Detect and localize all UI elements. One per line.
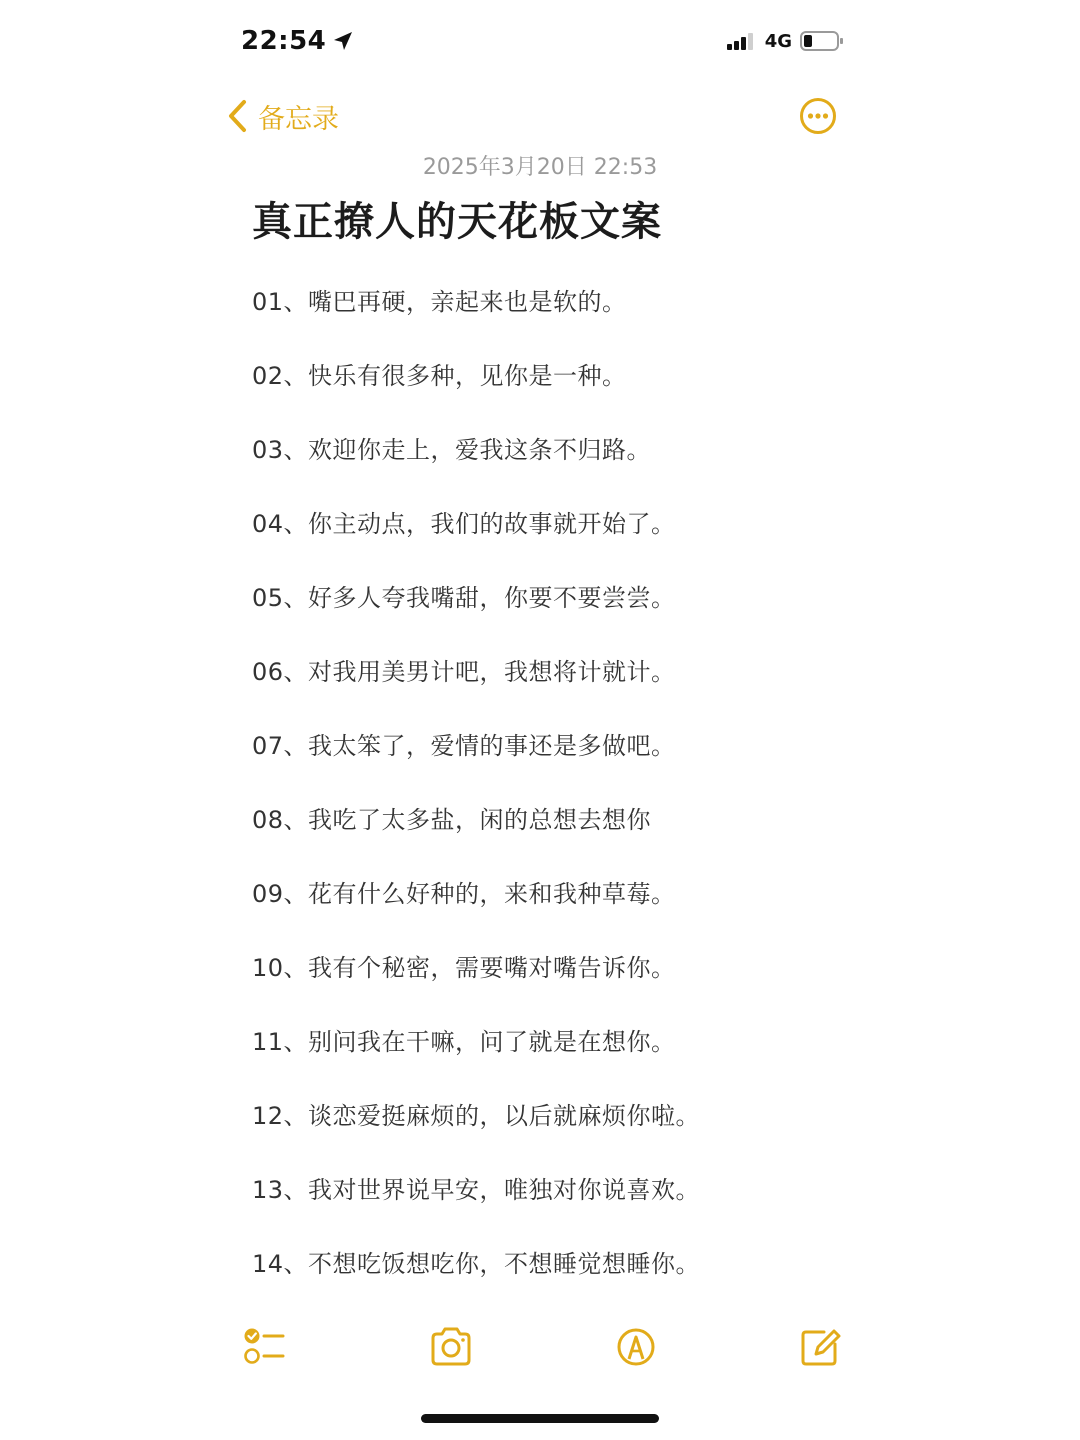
network-type-label: 4G [764, 30, 792, 52]
checklist-icon [242, 1322, 286, 1372]
bottom-toolbar [0, 1322, 1080, 1378]
more-options-button[interactable] [799, 97, 837, 135]
checklist-button[interactable] [242, 1322, 286, 1372]
clock-label: 22:54 [241, 26, 327, 56]
location-arrow-icon [332, 30, 354, 52]
back-label: 备忘录 [258, 103, 339, 135]
battery-icon [800, 30, 844, 52]
note-line[interactable]: 01、嘴巴再硬，亲起来也是软的。 [252, 288, 627, 316]
note-date: 2025年3月20日 22:53 [422, 155, 658, 180]
back-button[interactable] [226, 90, 339, 142]
status-bar [0, 0, 1080, 86]
note-line[interactable]: 06、对我用美男计吧，我想将计就计。 [252, 658, 676, 686]
compose-button[interactable] [798, 1322, 842, 1372]
home-indicator[interactable] [421, 1414, 659, 1423]
note-line[interactable]: 08、我吃了太多盐，闲的总想去想你 [252, 806, 652, 834]
note-line[interactable]: 14、不想吃饭想吃你，不想睡觉想睡你。 [252, 1250, 701, 1278]
chevron-left-icon [226, 99, 248, 133]
note-title[interactable]: 真正撩人的天花板文案 [252, 199, 662, 245]
signal-bars-icon [727, 31, 757, 51]
camera-icon [429, 1322, 473, 1372]
note-line[interactable]: 12、谈恋爱挺麻烦的，以后就麻烦你啦。 [252, 1102, 701, 1130]
compose-icon [798, 1322, 842, 1372]
camera-button[interactable] [429, 1322, 473, 1372]
status-indicators [727, 30, 844, 52]
status-time [241, 26, 354, 56]
note-line[interactable]: 13、我对世界说早安，唯独对你说喜欢。 [252, 1176, 701, 1204]
note-line[interactable]: 04、你主动点，我们的故事就开始了。 [252, 510, 676, 538]
note-line[interactable]: 09、花有什么好种的，来和我种草莓。 [252, 880, 676, 908]
ellipsis-circle-icon [799, 97, 837, 135]
markup-button[interactable] [614, 1322, 658, 1372]
navigation-bar [0, 90, 1080, 146]
note-line[interactable]: 10、我有个秘密，需要嘴对嘴告诉你。 [252, 954, 676, 982]
note-line[interactable]: 05、好多人夸我嘴甜，你要不要尝尝。 [252, 584, 676, 612]
markup-icon [614, 1322, 658, 1372]
note-body[interactable] [252, 282, 852, 1318]
note-line[interactable]: 02、快乐有很多种，见你是一种。 [252, 362, 627, 390]
note-line[interactable]: 07、我太笨了，爱情的事还是多做吧。 [252, 732, 676, 760]
note-line[interactable]: 11、别问我在干嘛，问了就是在想你。 [252, 1028, 676, 1056]
note-line[interactable]: 03、欢迎你走上，爱我这条不归路。 [252, 436, 652, 464]
